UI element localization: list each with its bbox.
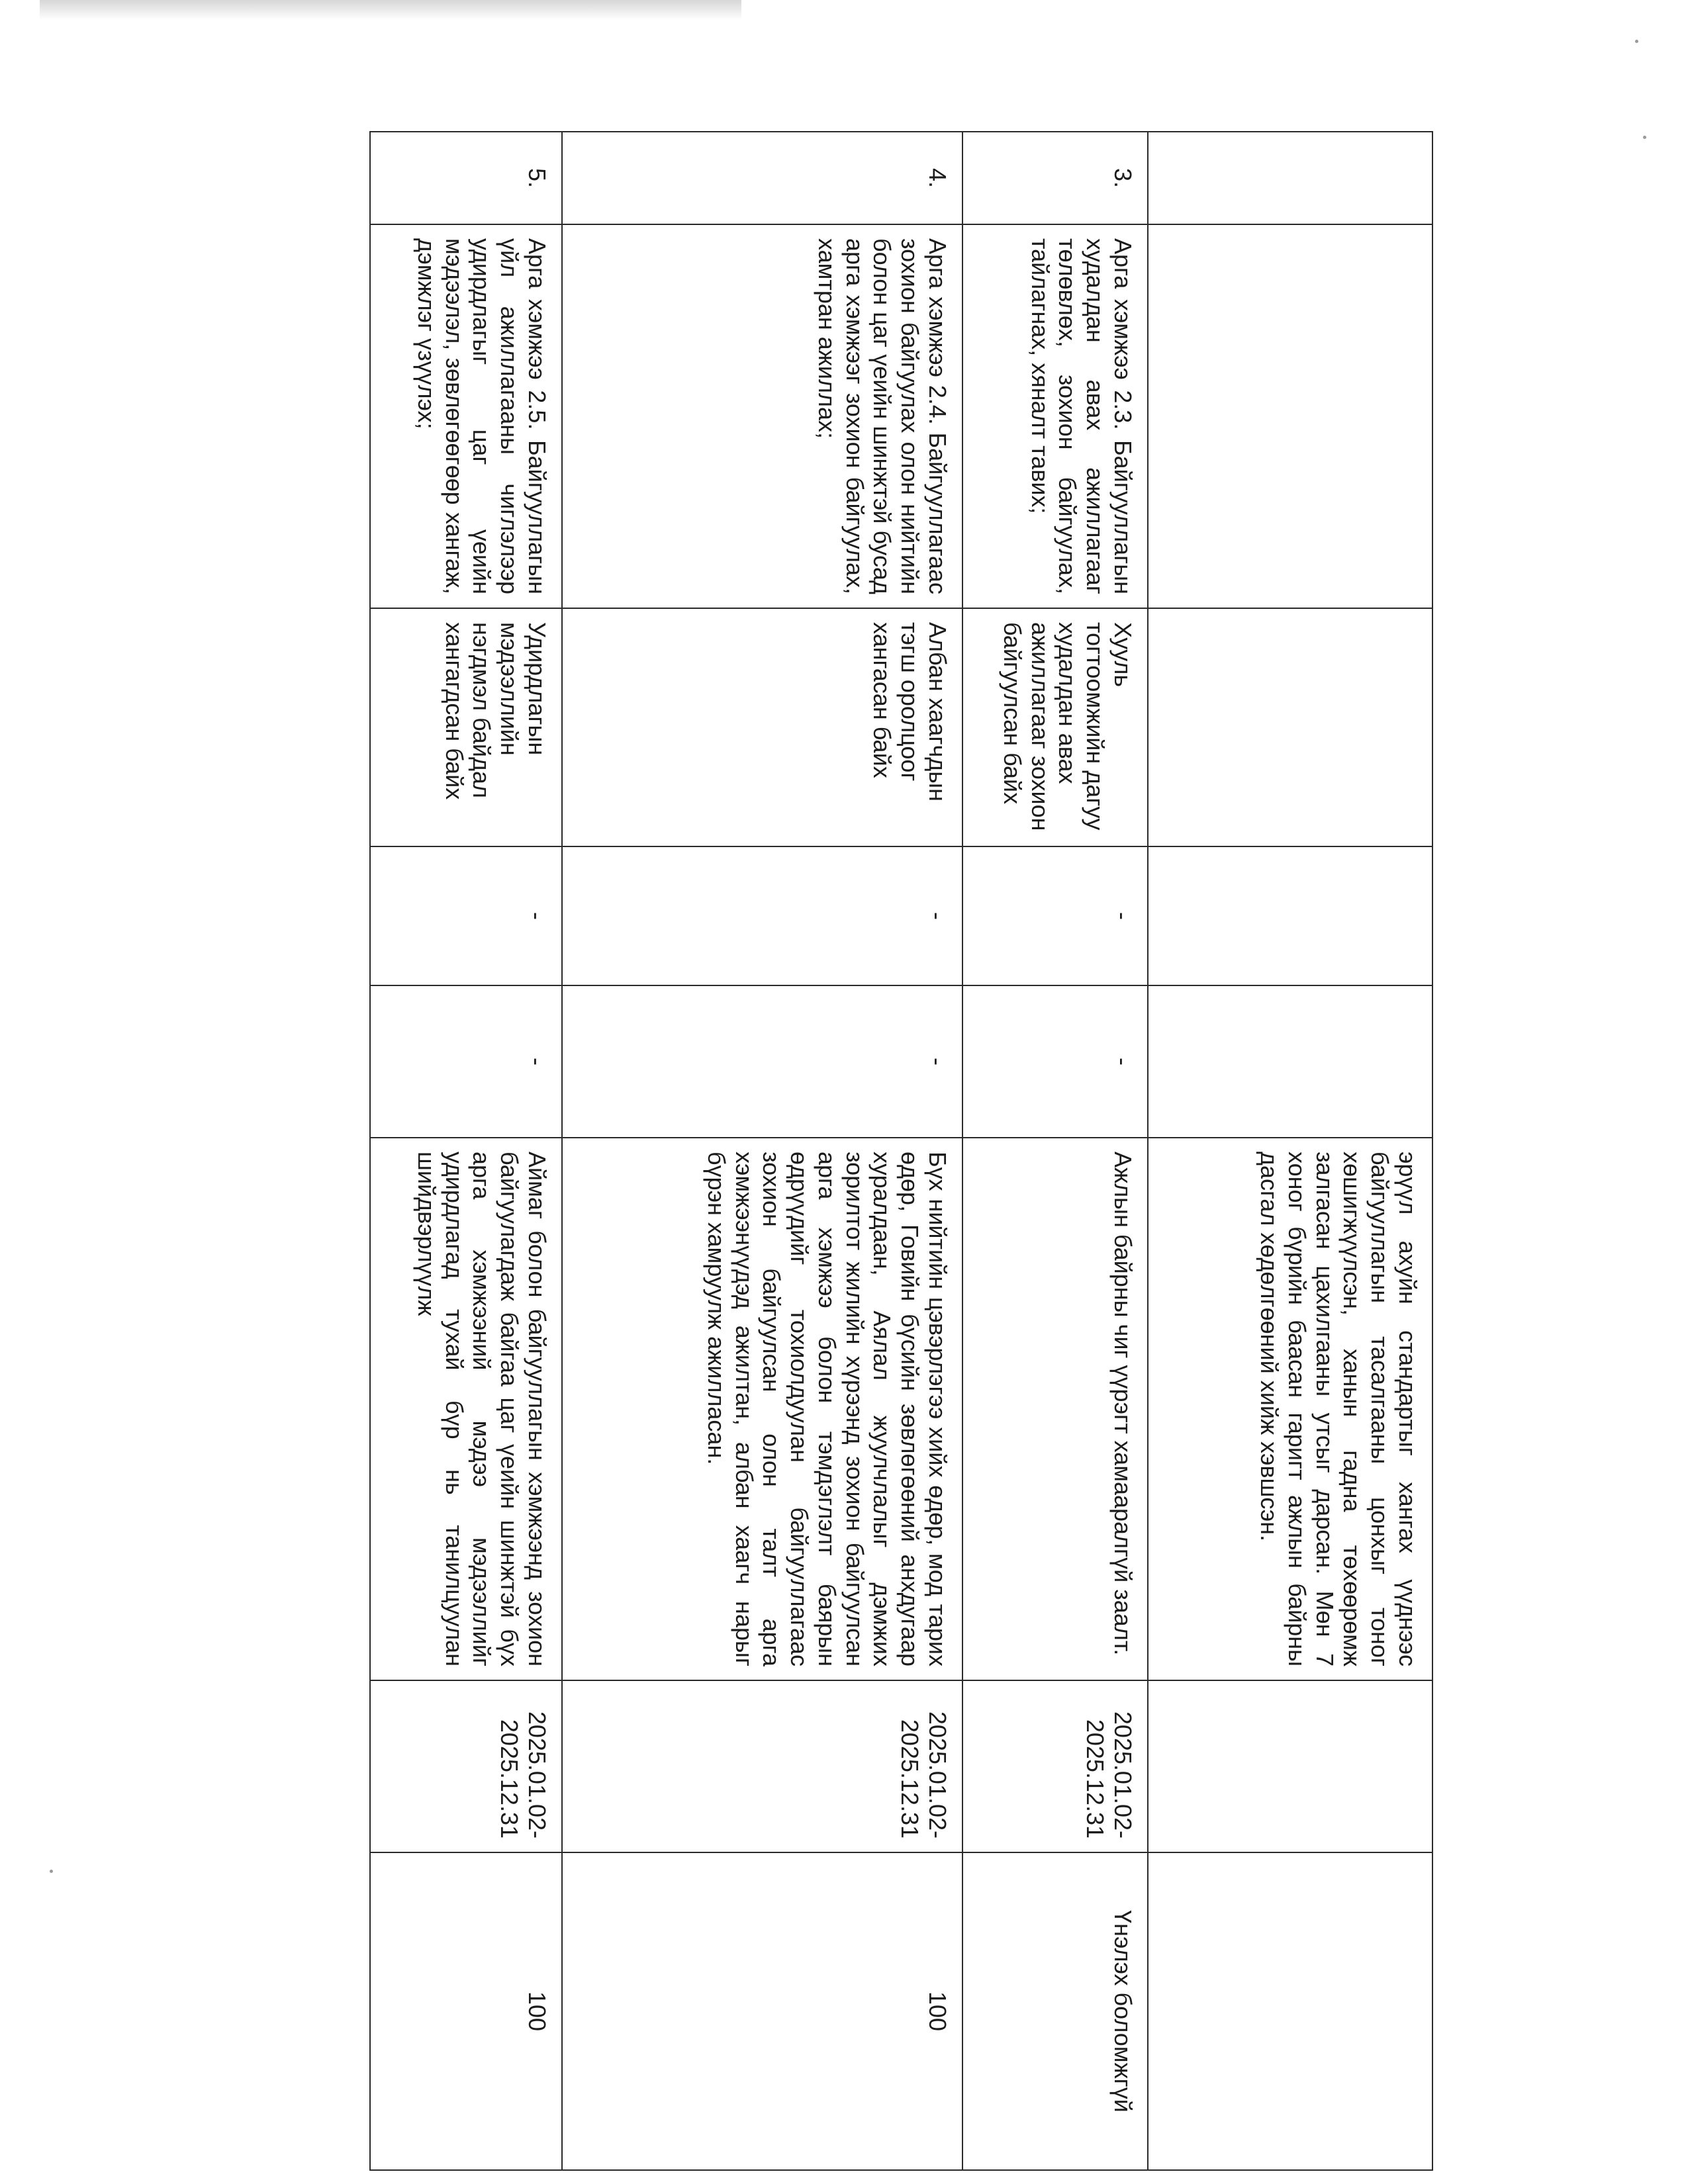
activity-cell: Аймаг болон байгууллагын хэмжээнд зохион байгуулагдаж байгаа цаг үеийн шинжтэй бүх арга хэмжээний мэдээ мэдээллийг удирдлагад тухай бүр нь танилцуулан шийдвэрлүүлж <box>370 1138 562 1680</box>
col4-cell <box>1148 846 1432 985</box>
col5-cell: - <box>370 985 562 1138</box>
measure-cell: Арга хэмжээ 2.5. Байгууллагын үйл ажиллагааны чиглэлээр удирдлагыг цаг үеийн мэдээлэл, зөвлөгөөгөөр хангаж, дэмжлэг үзүүлэх; <box>370 224 562 608</box>
row-number <box>1148 132 1432 224</box>
date-cell <box>1148 1680 1432 1852</box>
table-row <box>370 132 562 2170</box>
outcome-cell <box>1148 608 1432 846</box>
table-row <box>1148 132 1432 2170</box>
date-cell: 2025.01.02-2025.12.31 <box>962 1680 1148 1852</box>
col5-cell: - <box>962 985 1148 1138</box>
activity-cell: Бүх нийтийн цэвэрлэгээ хийх өдөр, мод тарих өдөр, Говийн бүсийн зөвлөгөөний анхдугаар хуралдаан, Аялал жуулчлалыг дэмжих зорилтот жилийн хүрээнд зохион байгуулсан арга хэмжээ болон тэмдэглэлт баярын өдрүүдийг тохиолдуулан байгууллагаас зохион байгуулсан олон талт арга хэмжээнүүдэд ажилтан, албан хаагч нарыг бүрэн хамруулж ажилласан. <box>562 1138 962 1680</box>
score-cell: 100 <box>562 1852 962 2170</box>
row-number: 4. <box>562 132 962 224</box>
score-cell: Үнэлэх боломжгүй <box>962 1852 1148 2170</box>
row-number: 3. <box>962 132 1148 224</box>
col5-cell <box>1148 985 1432 1138</box>
outcome-cell: Хууль тогтоомжийн дагуу худалдан авах ажиллагааг зохион байгуулсан байх <box>962 608 1148 846</box>
outcome-cell: Албан хаагчдын тэгш оролцоог хангасан байх <box>562 608 962 846</box>
score-cell <box>1148 1852 1432 2170</box>
activity-cell: эрүүл ахуйн стандартыг хангах үүднээс байгууллагын тасалгааны цонхыг тоног хөшигжүүлсэн, ханын гадна төхөөрөмж залгасан цахилгааны утсыг дарсан. Мөн 7 хоног бүрийн баасан гаригт ажлын байрны дасгал хөдөлгөөний хийж хэвшсэн. <box>1148 1138 1432 1680</box>
measure-cell <box>1148 224 1432 608</box>
table-row <box>562 132 962 2170</box>
row-number: 5. <box>370 132 562 224</box>
measure-cell: Арга хэмжээ 2.3. Байгууллагын худалдан авах ажиллагааг төлөвлөх, зохион байгуулах, тайлагнах, хяналт тавих; <box>962 224 1148 608</box>
score-cell: 100 <box>370 1852 562 2170</box>
date-cell: 2025.01.02-2025.12.31 <box>370 1680 562 1852</box>
outcome-cell: Удирдлагын мэдээллийн нэгдмэл байдал хангагдсан байх <box>370 608 562 846</box>
col5-cell: - <box>562 985 962 1138</box>
measure-cell: Арга хэмжээ 2.4. Байгууллагаас зохион байгуулах олон нийтийн болон цаг үеийн шинжтэй бусад арга хэмжээг зохион байгуулах, хамтран ажиллах; <box>562 224 962 608</box>
activity-cell: Ажлын байрны чиг үүрэгт хамааралгүй заалт. <box>962 1138 1148 1680</box>
report-table <box>369 131 1433 2171</box>
col4-cell: - <box>370 846 562 985</box>
date-cell: 2025.01.02-2025.12.31 <box>562 1680 962 1852</box>
table-row <box>962 132 1148 2170</box>
col4-cell: - <box>562 846 962 985</box>
col4-cell: - <box>962 846 1148 985</box>
